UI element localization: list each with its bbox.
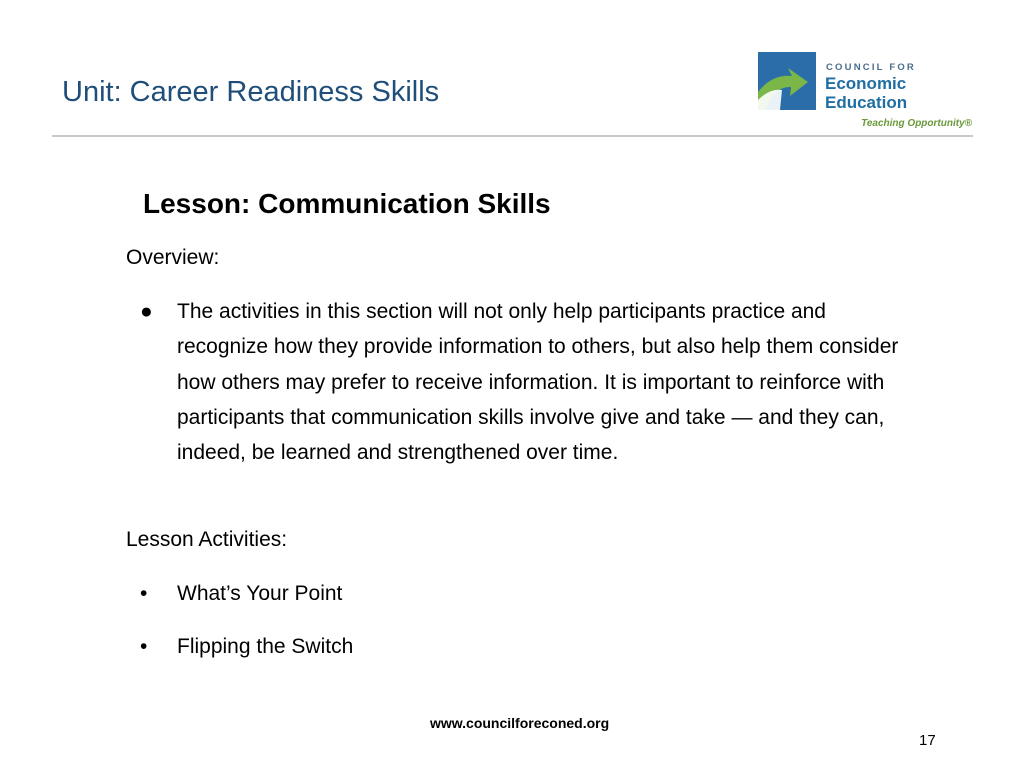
lesson-activities-label: Lesson Activities:	[126, 528, 288, 551]
logo-arrow-icon	[758, 52, 816, 110]
bullet-dot-icon: •	[140, 582, 148, 605]
overview-label: Overview:	[126, 246, 220, 269]
activity-label: Flipping the Switch	[177, 635, 354, 658]
lesson-title: Lesson: Communication Skills	[143, 188, 551, 219]
logo-council-for: COUNCIL FOR	[826, 62, 916, 73]
list-item	[140, 576, 900, 612]
logo-education: Education	[825, 93, 908, 112]
activity-label: What’s Your Point	[177, 582, 343, 605]
logo-economic: Economic	[825, 74, 907, 93]
logo-tagline: Teaching Opportunity®	[861, 118, 972, 129]
unit-title: Unit: Career Readiness Skills	[62, 76, 440, 108]
list-item	[140, 629, 900, 665]
overview-bullet	[140, 294, 900, 504]
bullet-dot-icon: •	[140, 635, 148, 658]
page-number: 17	[919, 732, 936, 749]
overview-text: The activities in this section will not only help participants practice and recognize how they provide information to others, but also help them consider how others may prefer to receive information. It is important to reinforce with participants that communication skills involve give and take — and they can, indeed, be learned and strengthened over time.	[177, 300, 899, 465]
footer-website-url: www.councilforeconed.org	[430, 715, 610, 731]
council-for-economic-education-logo	[758, 52, 974, 136]
bullet-dot-icon: ●	[140, 300, 153, 323]
